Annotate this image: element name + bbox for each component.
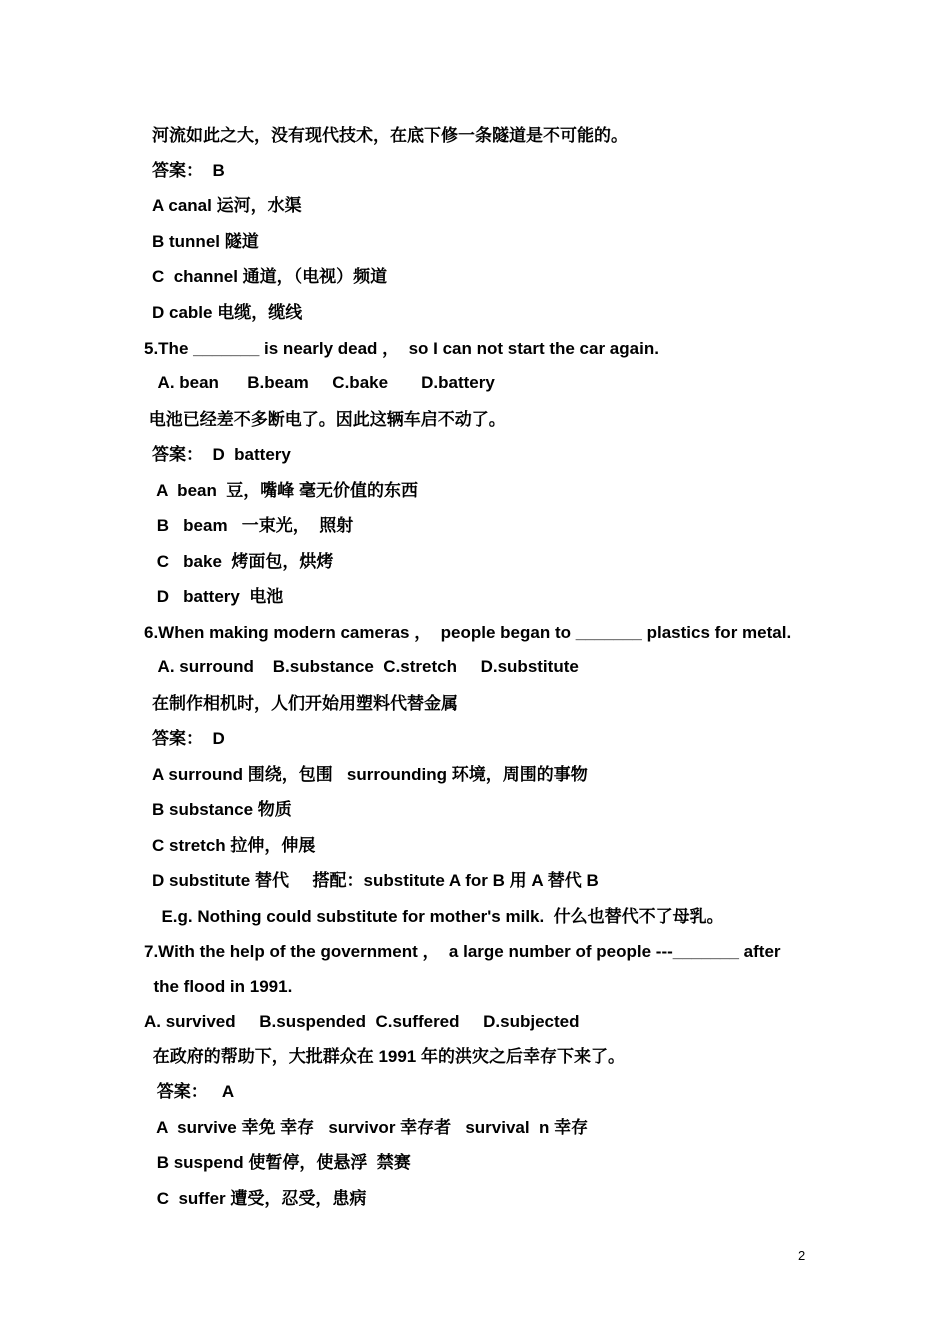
text-line: 在制作相机时，人们开始用塑料代替金属 [152,694,458,713]
text-line: 在政府的帮助下，大批群众在 1991 年的洪灾之后幸存下来了。 [148,1047,625,1066]
text-line: A survive 幸免 幸存 survivor 幸存者 survival n 幸存 [152,1118,589,1137]
text-line: B substance 物质 [152,800,292,819]
question-line: 7.With the help of the government ， a large number of people ---_______ after [144,942,781,961]
text-line: A surround 围绕，包围 surrounding 环境，周围的事物 [152,765,588,784]
text-line: C suffer 遭受，忍受，患病 [152,1189,367,1208]
text-line: 答案： A [152,1082,235,1101]
text-line: B suspend 使暂停，使悬浮 禁赛 [152,1153,411,1172]
text-line: B tunnel 隧道 [152,232,259,251]
text-line: 河流如此之大，没有现代技术，在底下修一条隧道是不可能的。 [152,126,628,145]
text-line: D cable 电缆，缆线 [152,303,303,322]
text-line: C bake 烤面包，烘烤 [152,552,334,571]
text-line: A bean 豆，嘴峰 毫无价值的东西 [152,481,419,500]
options-line: A. surround B.substance C.stretch D.substitute [144,657,579,676]
question-line: 6.When making modern cameras ， people began to _______ plastics for metal. [144,623,792,642]
text-line: 答案： B [152,161,225,180]
question-line: the flood in 1991. [144,977,293,996]
text-line: C stretch 拉伸，伸展 [152,836,316,855]
text-line: 电池已经差不多断电了。因此这辆车启不动了。 [144,410,506,429]
text-line: 答案： D [152,729,225,748]
example-line: E.g. Nothing could substitute for mother's milk. 什么也替代不了母乳。 [152,907,724,926]
page-number: 2 [798,1248,806,1263]
text-line: C channel 通道，（电视）频道 [152,267,388,286]
options-line: A. bean B.beam C.bake D.battery [144,373,495,392]
text-line: B beam 一束光， 照射 [152,516,354,535]
text-line: D battery 电池 [152,587,284,606]
question-line: 5.The _______ is nearly dead ， so I can not start the car again. [144,339,659,358]
options-line: A. survived B.suspended C.suffered D.subjected [144,1012,580,1031]
text-line: D substitute 替代 搭配：substitute A for B 用 A 替代 B [152,871,599,890]
text-line: 答案： D battery [152,445,291,464]
text-line: A canal 运河，水渠 [152,196,302,215]
